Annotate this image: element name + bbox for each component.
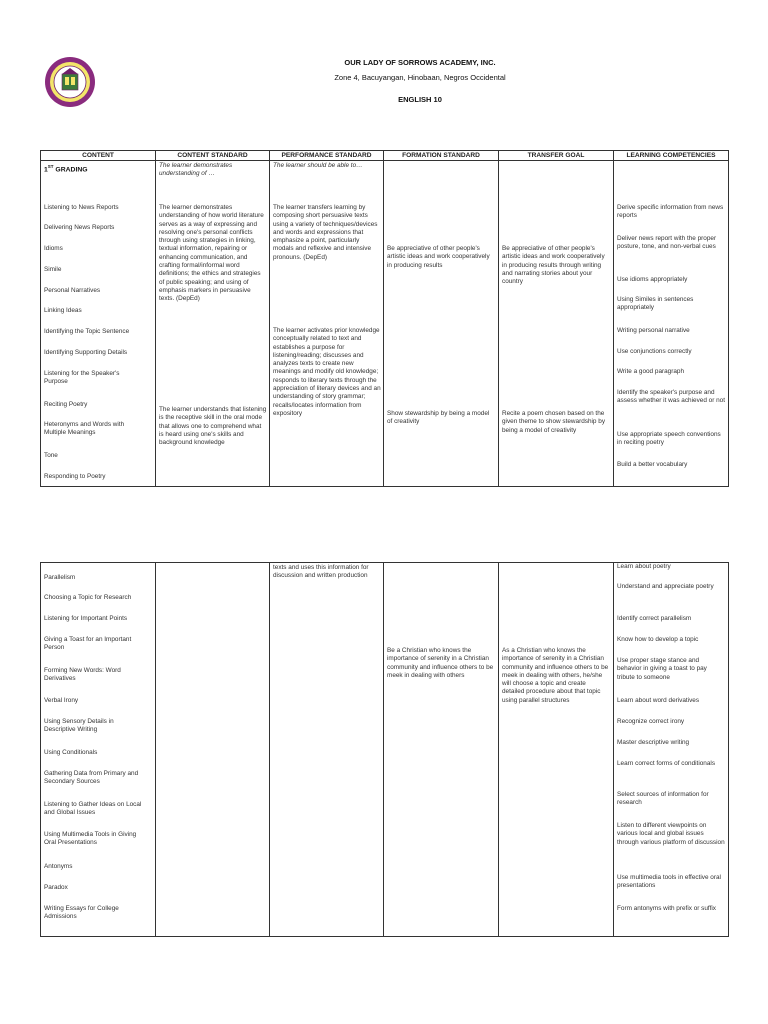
competency-item: Select sources of information for research [617,791,709,807]
content-item: Verbal Irony [44,697,79,704]
content-item: Tone [44,452,58,459]
competency-item: Build a better vocabulary [617,461,688,468]
competency-item: Use appropriate speech conventions in reciting poetry [617,431,721,447]
competency-item: Use proper stage stance and behavior in giving a toast to pay tribute to someone [617,657,707,681]
col-header-content: CONTENT [41,151,156,161]
curriculum-table-part-2 [40,562,729,937]
competency-item: Understand and appreciate poetry [617,583,714,590]
content-item: Listening for Important Points [44,615,128,622]
content-item: Responding to Poetry [44,473,106,480]
competency-item: Identify correct parallelism [617,615,692,622]
content-standard-cell [156,161,270,487]
formation-standard-cell [384,161,499,487]
competency-item: Form antonyms with prefix or suffix [617,905,716,912]
content-item: Giving a Toast for an Important Person [44,636,132,652]
content-item: Paradox [44,884,68,891]
competency-item: Deliver news report with the proper posture, tone, and non-verbal cues [617,235,717,251]
competency-item: Writing personal narrative [617,327,690,334]
curriculum-table-part-1 [40,150,729,487]
content-item: Writing Essays for College Admissions [44,905,119,921]
content-cell [41,563,156,937]
performance-standard-intro: The learner should be able to… [273,162,363,169]
formation-standard-text: Be a Christian who knows the importance of serenity in a Christian community and influence others to be meek in dealing with others [387,647,494,679]
col-header-learning-competencies: LEARNING COMPETENCIES [614,151,729,161]
competency-item: Learn about word derivatives [617,697,700,704]
competency-item: Learn about poetry [617,563,671,570]
col-header-performance-standard: PERFORMANCE STANDARD [270,151,384,161]
content-item: Reciting Poetry [44,401,88,408]
content-item: Simile [44,266,62,273]
transfer-goal-text: Be appreciative of other people's artistic ideas and work cooperatively in producing results through writing and narrating stories about your country [502,245,605,286]
transfer-goal-cell [499,563,614,937]
content-item: Gathering Data from Primary and Secondary Sources [44,770,139,786]
competency-item: Write a good paragraph [617,368,685,375]
competency-item: Use idioms appropriately [617,276,688,283]
competency-item: Recognize correct irony [617,718,685,725]
content-item: Linking Ideas [44,307,82,314]
content-item: Identifying Supporting Details [44,349,128,356]
content-item: Using Sensory Details in Descriptive Writing [44,718,114,734]
learning-competencies-cell [614,161,729,487]
content-item: Listening to News Reports [44,204,119,211]
content-item: Heteronyms and Words with Multiple Meanings [44,421,125,437]
school-seal-logo [44,56,96,108]
competency-item: Use conjunctions correctly [617,348,692,355]
formation-standard-cell [384,563,499,937]
content-item: Listening to Gather Ideas on Local and Global Issues [44,801,142,817]
content-item: Delivering News Reports [44,224,115,231]
grading-label: 1ST GRADING [44,164,88,174]
content-item: Choosing a Topic for Research [44,594,132,601]
transfer-goal-cell [499,161,614,487]
competency-item: Using Similes in sentences appropriately [617,296,694,312]
content-standard-cell [156,563,270,937]
col-header-content-standard: CONTENT STANDARD [156,151,270,161]
performance-standard-cell [270,563,384,937]
learning-competencies-cell [614,563,729,937]
school-name: OUR LADY OF SORROWS ACADEMY, INC. [344,58,496,67]
competency-item: Learn correct forms of conditionals [617,760,716,767]
transfer-goal-text: As a Christian who knows the importance of serenity in a Christian community and influence others to be meek in dealing with others, he/she will choose a topic and create detailed procedure about that topic using parallel structures [502,647,609,704]
competency-item: Know how to develop a topic [617,636,699,643]
content-standard-text: The learner understands that listening is the receptive skill in the oral mode that allows one to comprehend what is heard using one's skills and background knowledge [159,406,267,447]
content-standard-intro: The learner demonstrates understanding of … [159,162,233,178]
school-address: Zone 4, Bacuyangan, Hinobaan, Negros Occidental [334,73,506,82]
content-item: Using Conditionals [44,749,98,756]
col-header-formation-standard: FORMATION STANDARD [384,151,499,161]
competency-item: Identify the speaker's purpose and assess whether it was achieved or not [617,389,725,405]
competency-item: Listen to different viewpoints on various local and global issues through various platform of discussion [617,822,725,846]
performance-standard-cell [270,161,384,487]
content-item: Idioms [44,245,63,252]
competency-item: Master descriptive writing [617,739,690,746]
content-item: Forming New Words: Word Derivatives [44,667,121,683]
content-item: Listening for the Speaker's Purpose [44,370,120,386]
performance-standard-text: texts and uses this information for discussion and written production [273,564,369,580]
performance-standard-text: The learner activates prior knowledge conceptually related to text and establishes a purpose for listening/reading; discusses and analyzes texts to create new meanings and modify old knowledge; responds to literary texts through the appreciation of literary devices and an understanding of story grammar; recalls/locates information from expository [273,327,381,417]
competency-item: Derive specific information from news reports [617,204,724,220]
performance-standard-text: The learner transfers learning by composing short persuasive texts using a variety of techniques/devices and words and expressions that emphasize a point, particularly modals and reflexive and intensive pronouns. (DepEd) [273,204,378,261]
formation-standard-text: Be appreciative of other people's artistic ideas and work cooperatively in producing results [387,245,490,269]
content-item: Antonyms [44,863,73,870]
content-item: Using Multimedia Tools in Giving Oral Presentations [44,831,137,847]
transfer-goal-text: Recite a poem chosen based on the given theme to show stewardship by being a model of creativity [502,410,606,434]
content-item: Personal Narratives [44,287,101,294]
content-cell [41,161,156,487]
formation-standard-text: Show stewardship by being a model of creativity [387,410,490,426]
competency-item: Use multimedia tools in effective oral presentations [617,874,721,890]
col-header-transfer-goal: TRANSFER GOAL [499,151,614,161]
content-item: Identifying the Topic Sentence [44,328,130,335]
content-standard-text: The learner demonstrates understanding of how world literature serves as a way of expressing and resolving one's personal conflicts through using strategies in linking, textual information, repairing or enhancing communication, and crafting formal/informal word definitions; the ethics and strategies of public speaking; and using of emphasis markers in persuasive texts. (DepEd) [159,204,264,303]
subject-title: ENGLISH 10 [398,95,442,104]
content-item: Parallelism [44,574,76,581]
